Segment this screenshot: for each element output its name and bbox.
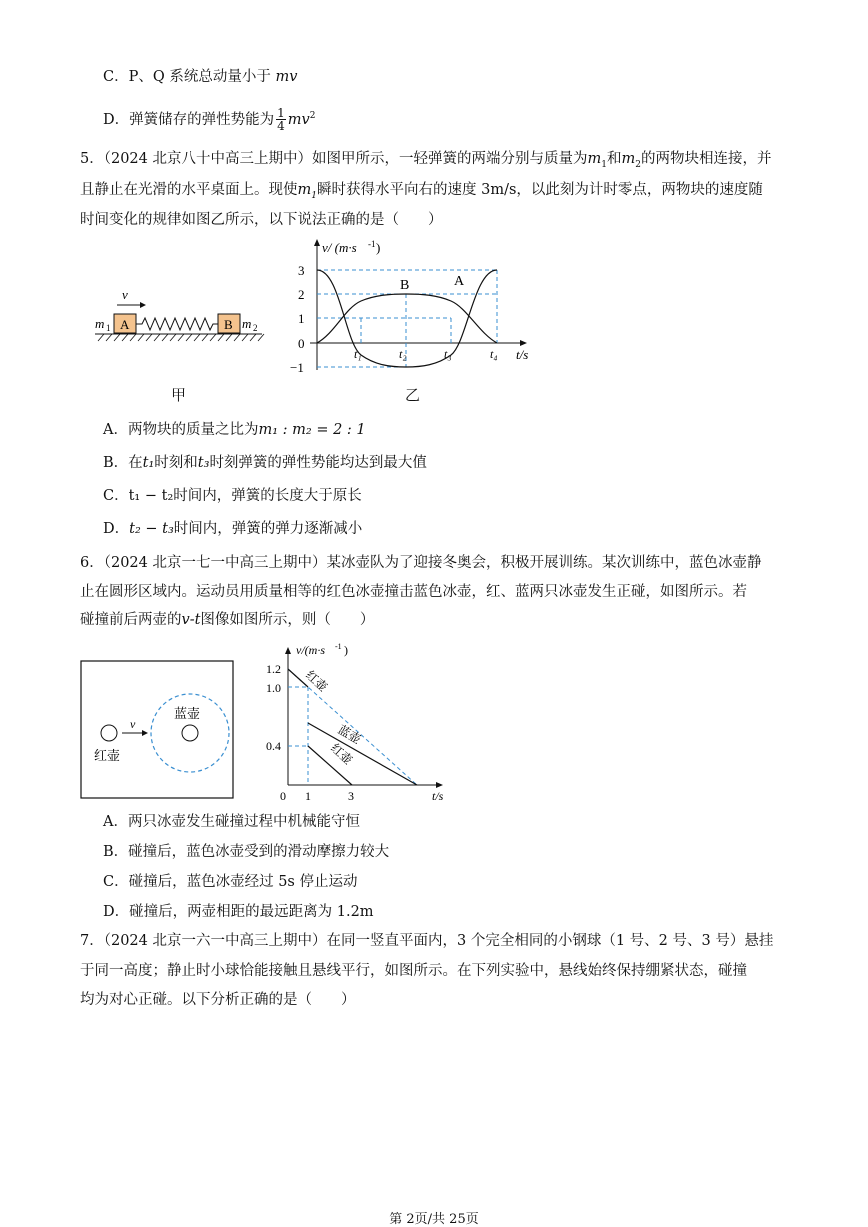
svg-text:-1: -1 (335, 642, 342, 651)
red-stone (101, 725, 117, 741)
svg-text:t₃: t₃ (444, 347, 452, 361)
curve-label-a: A (454, 274, 465, 289)
m2-label: m (242, 316, 252, 331)
curve-b (317, 294, 497, 343)
svg-text:−1: −1 (290, 360, 304, 375)
q6-stem-line1: 6．（2024 北京一七一中高三上期中）某冰壶队为了迎接冬奥会，积极开展训练。某次训练中，蓝色冰壶静 (80, 555, 762, 571)
page-footer: 第 2页/共 25页 (389, 1212, 479, 1227)
svg-text:t₁: t₁ (354, 347, 362, 361)
svg-text:v: v (130, 717, 136, 731)
x-axis-label: t/s (432, 789, 444, 803)
y-axis-label: v/ (m·s (322, 240, 357, 255)
q5-stem-line2: 且静止在光滑的水平桌面上。现使$m_1$瞬时获得水平向右的速度 3m/s，以此刻为计时零点，两物块的速度随 (80, 182, 763, 201)
svg-text:): ) (344, 643, 348, 657)
svg-text:1: 1 (305, 789, 311, 803)
q5-caption-yi: 乙 (405, 386, 421, 404)
svg-text:t₄: t₄ (490, 347, 498, 361)
svg-text:1: 1 (106, 323, 111, 333)
q4-option-c-text: C．P、Q 系统总动量小于 (103, 69, 271, 85)
q6-option-c: C．碰撞后，蓝色冰壶经过 5s 停止运动 (103, 874, 358, 890)
q7-stem-line2: 于同一高度；静止时小球恰能接触且悬线平行，如图所示。在下列实验中，悬线始终保持绷紧状态，碰撞 (80, 963, 747, 979)
q4-option-c-math: mv (275, 69, 298, 85)
q6-figure-curling (80, 660, 236, 800)
q6-figure-vt-chart (262, 636, 462, 806)
svg-text:1: 1 (298, 311, 305, 326)
svg-text:0: 0 (298, 336, 305, 351)
q6-stem-line2: 止在圆形区域内。运动员用质量相等的红色冰壶撞击蓝色冰壶，红、蓝两只冰壶发生正碰，如图所示。若 (80, 584, 747, 600)
q5-option-c: C．t₁ − t₂时间内，弹簧的长度大于原长 (103, 488, 362, 504)
q5-stem-line1: 5．（2024 北京八十中高三上期中）如图甲所示，一轻弹簧的两端分别与质量为$m_1$和$m_2$的两物块相连接，并 (80, 151, 772, 170)
q5-option-d: D．t₂ − t₃时间内，弹簧的弹力逐渐减小 (103, 521, 363, 537)
svg-text:): ) (376, 240, 381, 255)
svg-text:3: 3 (298, 263, 305, 278)
q5-option-a: A．两物块的质量之比为m₁ : m₂ = 2 : 1 (103, 422, 366, 438)
red-stone-label: 红壶 (94, 748, 121, 763)
svg-text:1.2: 1.2 (266, 662, 281, 676)
q5-figure-vt-chart (290, 238, 540, 378)
q4-option-d-math: mv (287, 111, 310, 128)
blue-after-line (308, 723, 417, 785)
q7-stem-line3: 均为对心正碰。以下分析正确的是（ ） (80, 992, 356, 1008)
curve-label-b: B (400, 278, 410, 293)
svg-text:2: 2 (298, 287, 305, 302)
label-red-before: 红壶 (302, 667, 331, 695)
block-b-label: B (224, 317, 233, 332)
q6-stem-line3: 碰撞前后两壶的v-t图像如图所示，则（ ） (80, 612, 375, 628)
q6-option-b: B．碰撞后，蓝色冰壶受到的滑动摩擦力较大 (103, 844, 390, 860)
svg-text:t₂: t₂ (399, 347, 407, 361)
svg-text:2: 2 (253, 323, 258, 333)
label-red-after: 红壶 (327, 740, 356, 768)
spring (136, 318, 218, 330)
svg-text:3: 3 (348, 789, 354, 803)
velocity-arrow (117, 287, 146, 308)
q4-option-d: D．弹簧储存的弹性势能为 $\frac{1}{4}$ $mv^2$ (103, 106, 316, 134)
y-axis-label: v/(m·s (296, 643, 325, 657)
blue-stone-label: 蓝壶 (174, 706, 201, 721)
q5-stem-line3: 时间变化的规律如图乙所示，以下说法正确的是（ ） (80, 212, 443, 228)
q6-option-d: D．碰撞后，两壶相距的最远距离为 1.2m (103, 904, 374, 920)
q7-stem-line1: 7．（2024 北京一六一中高三上期中）在同一竖直平面内，3 个完全相同的小钢球（1 号、2 号、3 号）悬挂 (80, 933, 774, 949)
svg-text:0: 0 (280, 789, 286, 803)
svg-text:v: v (122, 287, 128, 302)
table-hatching (98, 334, 264, 341)
blue-stone (182, 725, 198, 741)
svg-text:-1: -1 (368, 239, 376, 249)
svg-text:0.4: 0.4 (266, 739, 281, 753)
q4-option-d-fraction: $\frac{1}{4}$ (277, 106, 285, 134)
svg-text:1.0: 1.0 (266, 681, 281, 695)
q6-option-a: A．两只冰壶发生碰撞过程中机械能守恒 (103, 814, 360, 830)
q5-caption-jia: 甲 (171, 386, 187, 404)
q5-option-b: B．在t₁时刻和t₃时刻弹簧的弹性势能均达到最大值 (103, 455, 427, 471)
x-axis-label: t/s (516, 347, 529, 362)
block-a-label: A (120, 317, 130, 332)
q4-option-d-text: D．弹簧储存的弹性势能为 (103, 111, 275, 128)
q5-figure-spring-blocks (90, 285, 270, 355)
m1-label: m (95, 316, 105, 331)
label-blue-after: 蓝壶 (335, 722, 364, 747)
q4-option-c (103, 67, 297, 87)
